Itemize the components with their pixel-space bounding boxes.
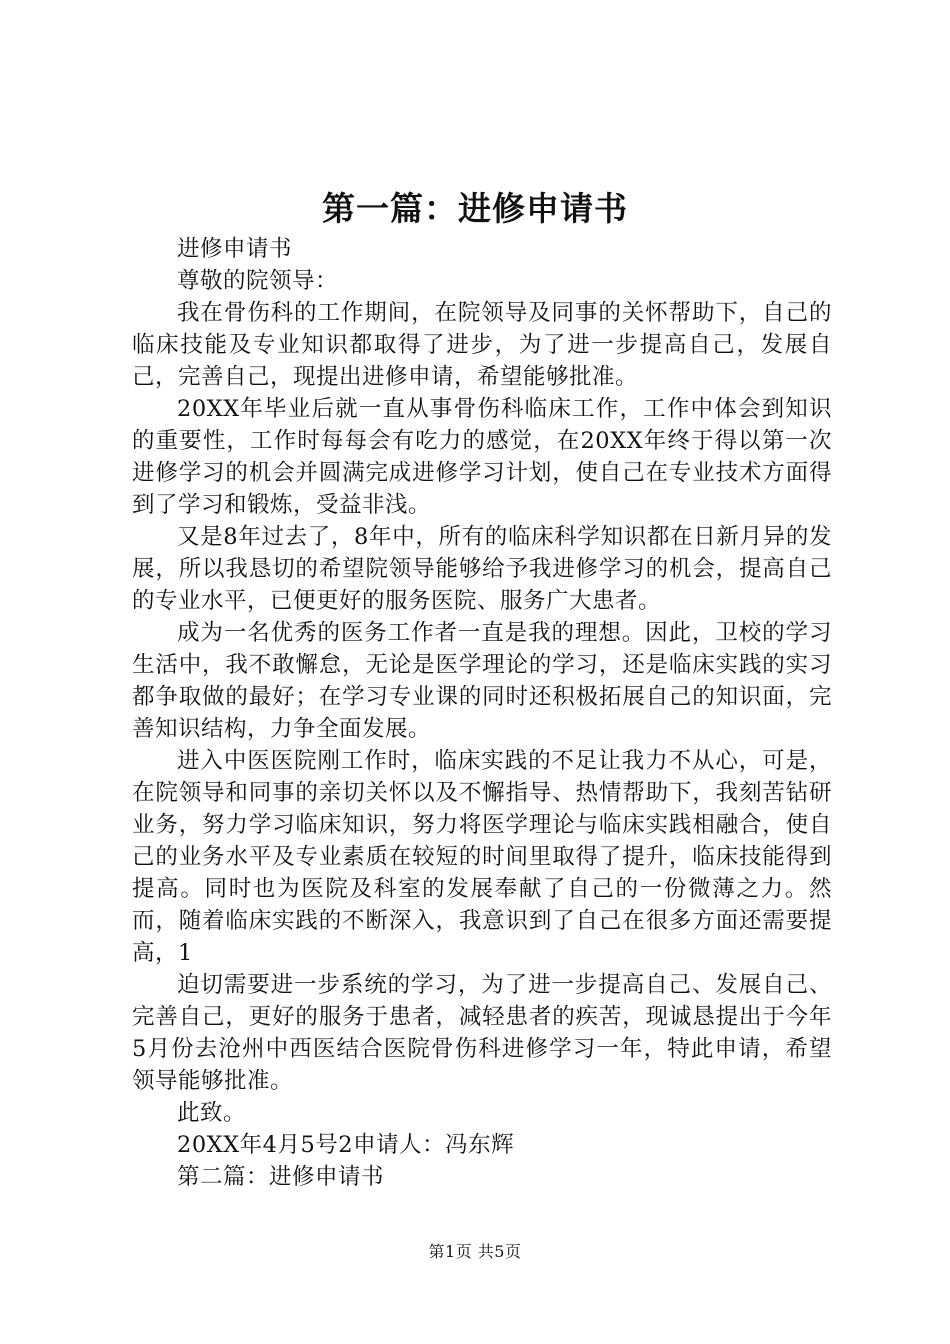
paragraph-signature: 20XX年4月5号2申请人：冯东辉 (177, 1132, 515, 1158)
paragraph-salutation: 尊敬的院领导： (177, 268, 339, 294)
paragraph: 20XX年毕业后就一直从事骨伤科临床工作，工作中体会到知识的重要性，工作时每每会有吃力的感觉，在20XX年终于得以第一次进修学习的机会并圆满完成进修学习计划，使自己在专业技术方面得到了学习和锻炼，受益非浅。 (132, 396, 832, 518)
paragraph: 又是8年过去了，8年中，所有的临床科学知识都在日新月异的发展，所以我恳切的希望院领导能够给予我进修学习的机会，提高自己的专业水平，已便更好的服务医院、服务广大患者。 (132, 524, 832, 614)
paragraph-heading: 进修申请书 (177, 236, 293, 262)
page-footer: 第1页 共5页 (428, 1242, 522, 1261)
paragraph-next-section: 第二篇：进修申请书 (177, 1164, 385, 1190)
paragraph: 成为一名优秀的医务工作者一直是我的理想。因此，卫校的学习生活中，我不敢懈怠，无论是医学理论的学习，还是临床实践的实习都争取做的最好；在学习专业课的同时还积极拓展自己的知识面，完善知识结构，力争全面发展。 (132, 620, 832, 742)
paragraph: 我在骨伤科的工作期间，在院领导及同事的关怀帮助下，自己的临床技能及专业知识都取得了进步，为了进一步提高自己，发展自己，完善自己，现提出进修申请，希望能够批准。 (132, 300, 832, 390)
document-body (132, 233, 832, 1193)
paragraph: 进入中医医院刚工作时，临床实践的不足让我力不从心，可是，在院领导和同事的亲切关怀以及不懈指导、热情帮助下，我刻苦钻研业务，努力学习临床知识，努力将医学理论与临床实践相融合，使自己的业务水平及专业素质在较短的时间里取得了提升，临床技能得到提高。同时也为医院及科室的发展奉献了自己的一份微薄之力。然而，随着临床实践的不断深入，我意识到了自己在很多方面还需要提高，1 (132, 748, 832, 966)
paragraph: 迫切需要进一步系统的学习，为了进一步提高自己、发展自己、完善自己，更好的服务于患者，减轻患者的疾苦，现诚恳提出于今年5月份去沧州中西医结合医院骨伤科进修学习一年，特此申请，希望领导能够批准。 (132, 972, 832, 1094)
paragraph-closing: 此致。 (177, 1100, 247, 1126)
document-title: 第一篇：进修申请书 (322, 189, 628, 228)
